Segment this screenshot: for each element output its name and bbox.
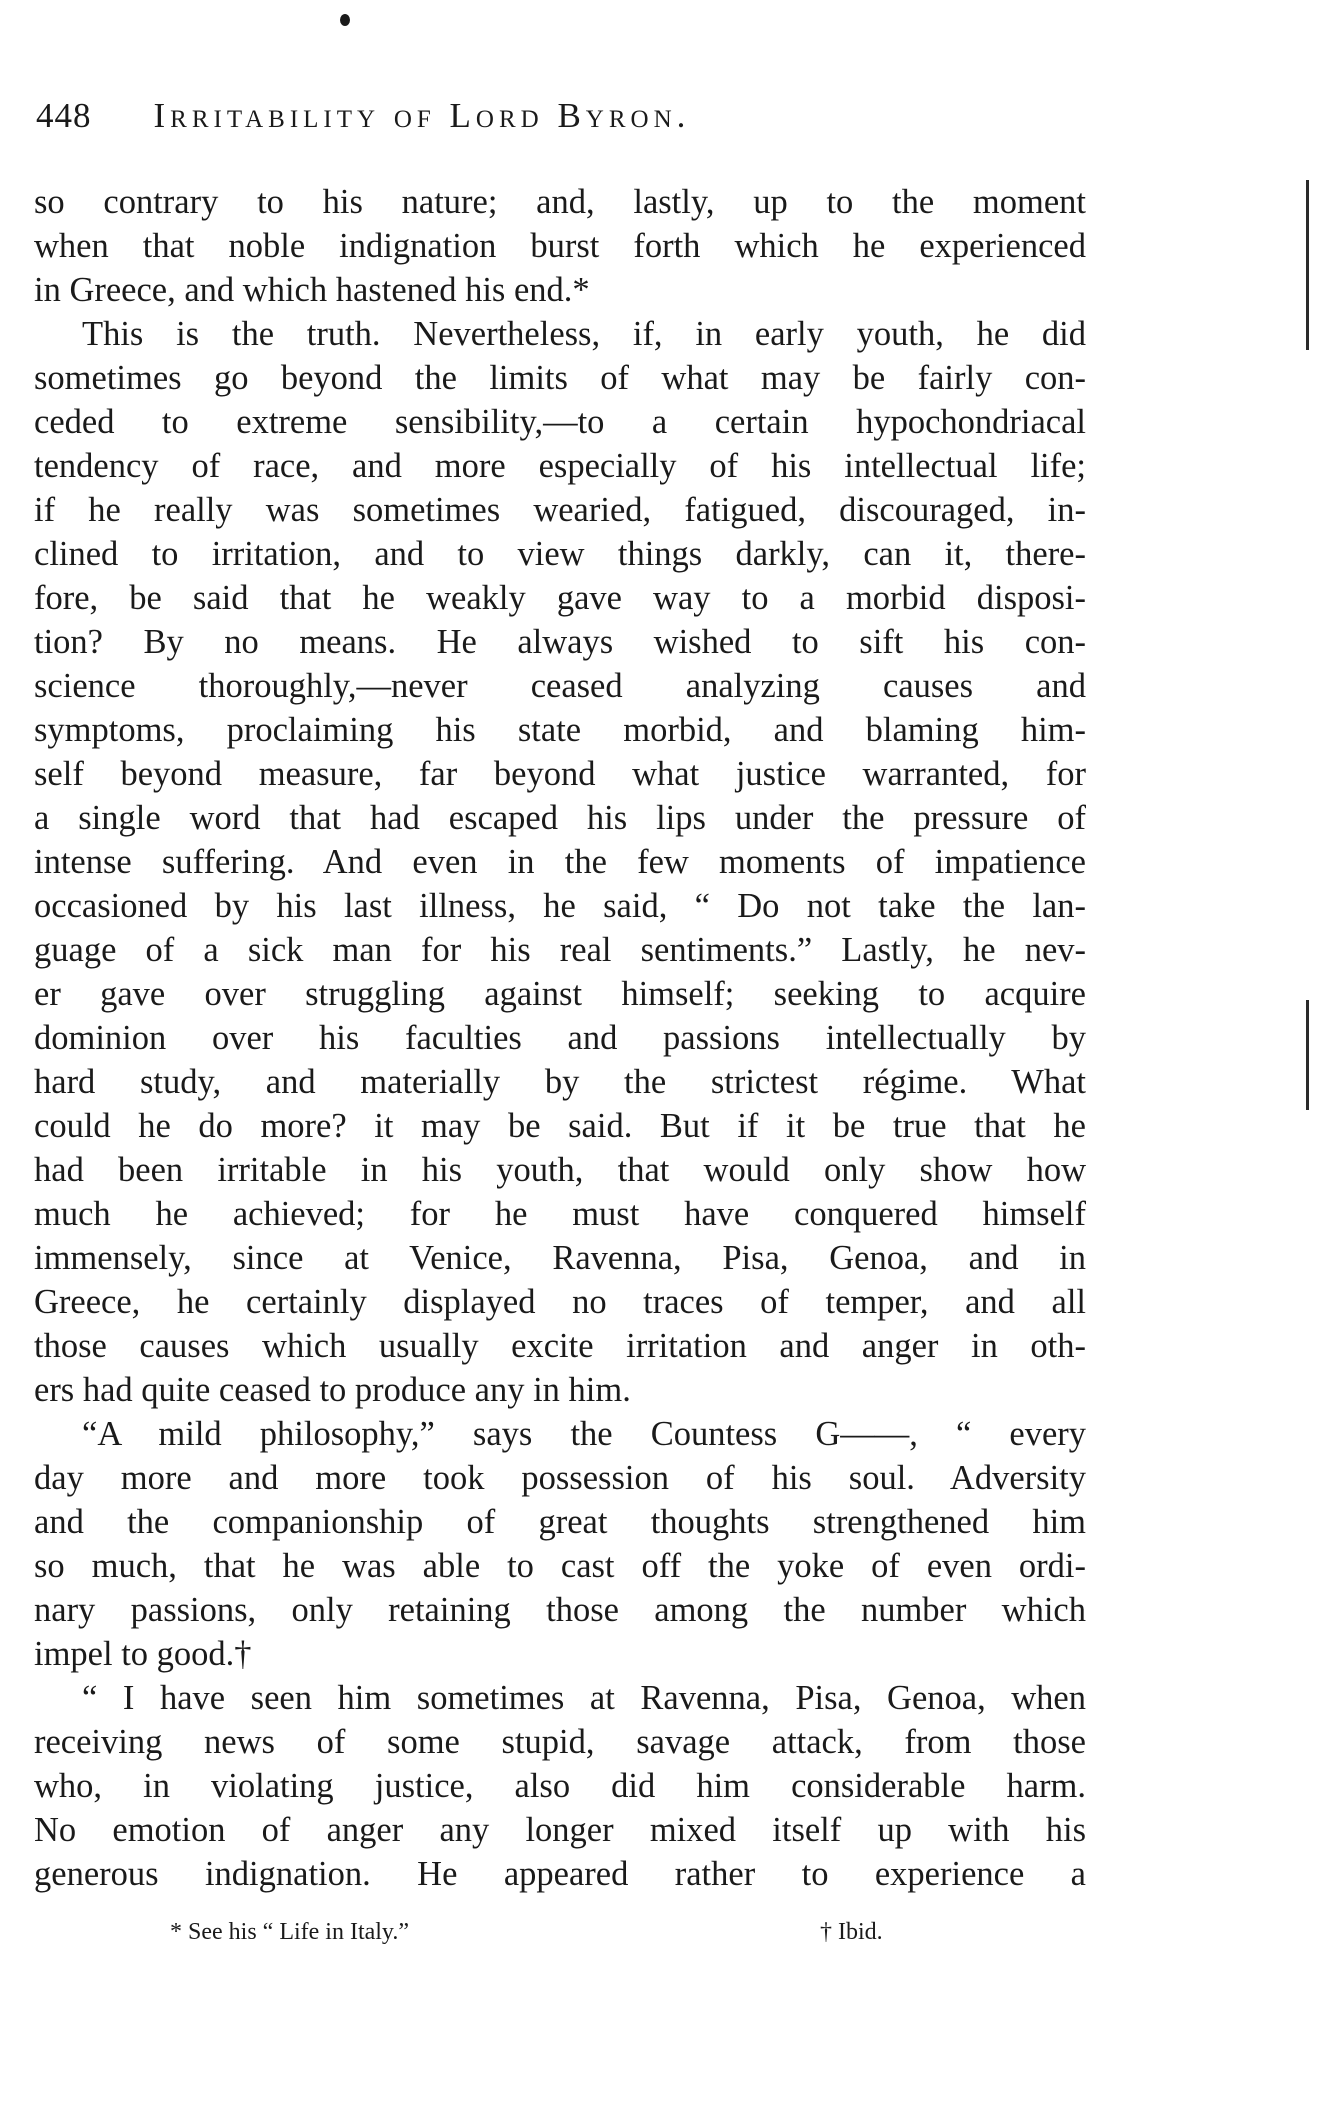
- text-line: so contrary to his nature; and, lastly, up to the moment: [34, 183, 1086, 221]
- text-line: so much, that he was able to cast off the yoke of even ordi-: [34, 1547, 1086, 1585]
- text-line: nary passions, only retaining those among the number which: [34, 1591, 1086, 1629]
- text-line: impel to good.†: [34, 1635, 252, 1673]
- text-line: who, in violating justice, also did him considerable harm.: [34, 1767, 1086, 1805]
- text-line: in Greece, and which hastened his end.*: [34, 271, 590, 309]
- text-line: occasioned by his last illness, he said, “ Do not take the lan-: [34, 887, 1086, 925]
- text-line: sometimes go beyond the limits of what may be fairly con-: [34, 359, 1086, 397]
- running-header: [36, 96, 936, 146]
- binding-edge-mark: [1306, 1000, 1309, 1110]
- text-line: and the companionship of great thoughts strengthened him: [34, 1503, 1086, 1541]
- text-line: much he achieved; for he must have conquered himself: [34, 1195, 1086, 1233]
- footnote: * See his “ Life in Italy.”: [170, 1919, 410, 1945]
- text-line: when that noble indignation burst forth which he experienced: [34, 227, 1086, 265]
- footnote: † Ibid.: [820, 1919, 883, 1945]
- text-line: generous indignation. He appeared rather to experience a: [34, 1855, 1086, 1893]
- text-line: Greece, he certainly displayed no traces of temper, and all: [34, 1283, 1086, 1321]
- text-line: guage of a sick man for his real sentiments.” Lastly, he nev-: [34, 931, 1086, 969]
- text-line: had been irritable in his youth, that would only show how: [34, 1151, 1086, 1189]
- ink-speck-top: [340, 14, 350, 26]
- running-title: Irritability of Lord Byron.: [153, 96, 691, 135]
- text-line: a single word that had escaped his lips under the pressure of: [34, 799, 1086, 837]
- text-line: This is the truth. Nevertheless, if, in early youth, he did: [82, 315, 1086, 353]
- text-line: ceded to extreme sensibility,—to a certain hypochondriacal: [34, 403, 1086, 441]
- text-line: those causes which usually excite irritation and anger in oth-: [34, 1327, 1086, 1365]
- text-line: fore, be said that he weakly gave way to a morbid disposi-: [34, 579, 1086, 617]
- text-line: “A mild philosophy,” says the Countess G——, “ every: [82, 1415, 1086, 1453]
- text-line: er gave over struggling against himself; seeking to acquire: [34, 975, 1086, 1013]
- text-line: could he do more? it may be said. But if it be true that he: [34, 1107, 1086, 1145]
- text-line: clined to irritation, and to view things darkly, can it, there-: [34, 535, 1086, 573]
- body-text: [34, 180, 1086, 1896]
- text-line: tion? By no means. He always wished to sift his con-: [34, 623, 1086, 661]
- text-line: ers had quite ceased to produce any in him.: [34, 1371, 631, 1409]
- text-line: receiving news of some stupid, savage attack, from those: [34, 1723, 1086, 1761]
- text-line: day more and more took possession of his soul. Adversity: [34, 1459, 1086, 1497]
- text-line: No emotion of anger any longer mixed itself up with his: [34, 1811, 1086, 1849]
- text-line: tendency of race, and more especially of his intellectual life;: [34, 447, 1086, 485]
- text-line: “ I have seen him sometimes at Ravenna, Pisa, Genoa, when: [82, 1679, 1086, 1717]
- text-line: symptoms, proclaiming his state morbid, and blaming him-: [34, 711, 1086, 749]
- text-line: self beyond measure, far beyond what justice warranted, for: [34, 755, 1086, 793]
- text-line: science thoroughly,—never ceased analyzing causes and: [34, 667, 1086, 705]
- binding-edge-mark: [1306, 180, 1309, 350]
- text-line: intense suffering. And even in the few moments of impatience: [34, 843, 1086, 881]
- text-line: immensely, since at Venice, Ravenna, Pisa, Genoa, and in: [34, 1239, 1086, 1277]
- text-line: if he really was sometimes wearied, fatigued, discouraged, in-: [34, 491, 1086, 529]
- footnotes: [170, 1914, 970, 1950]
- text-line: dominion over his faculties and passions intellectually by: [34, 1019, 1086, 1057]
- text-line: hard study, and materially by the strictest régime. What: [34, 1063, 1086, 1101]
- page-number: 448: [36, 96, 92, 135]
